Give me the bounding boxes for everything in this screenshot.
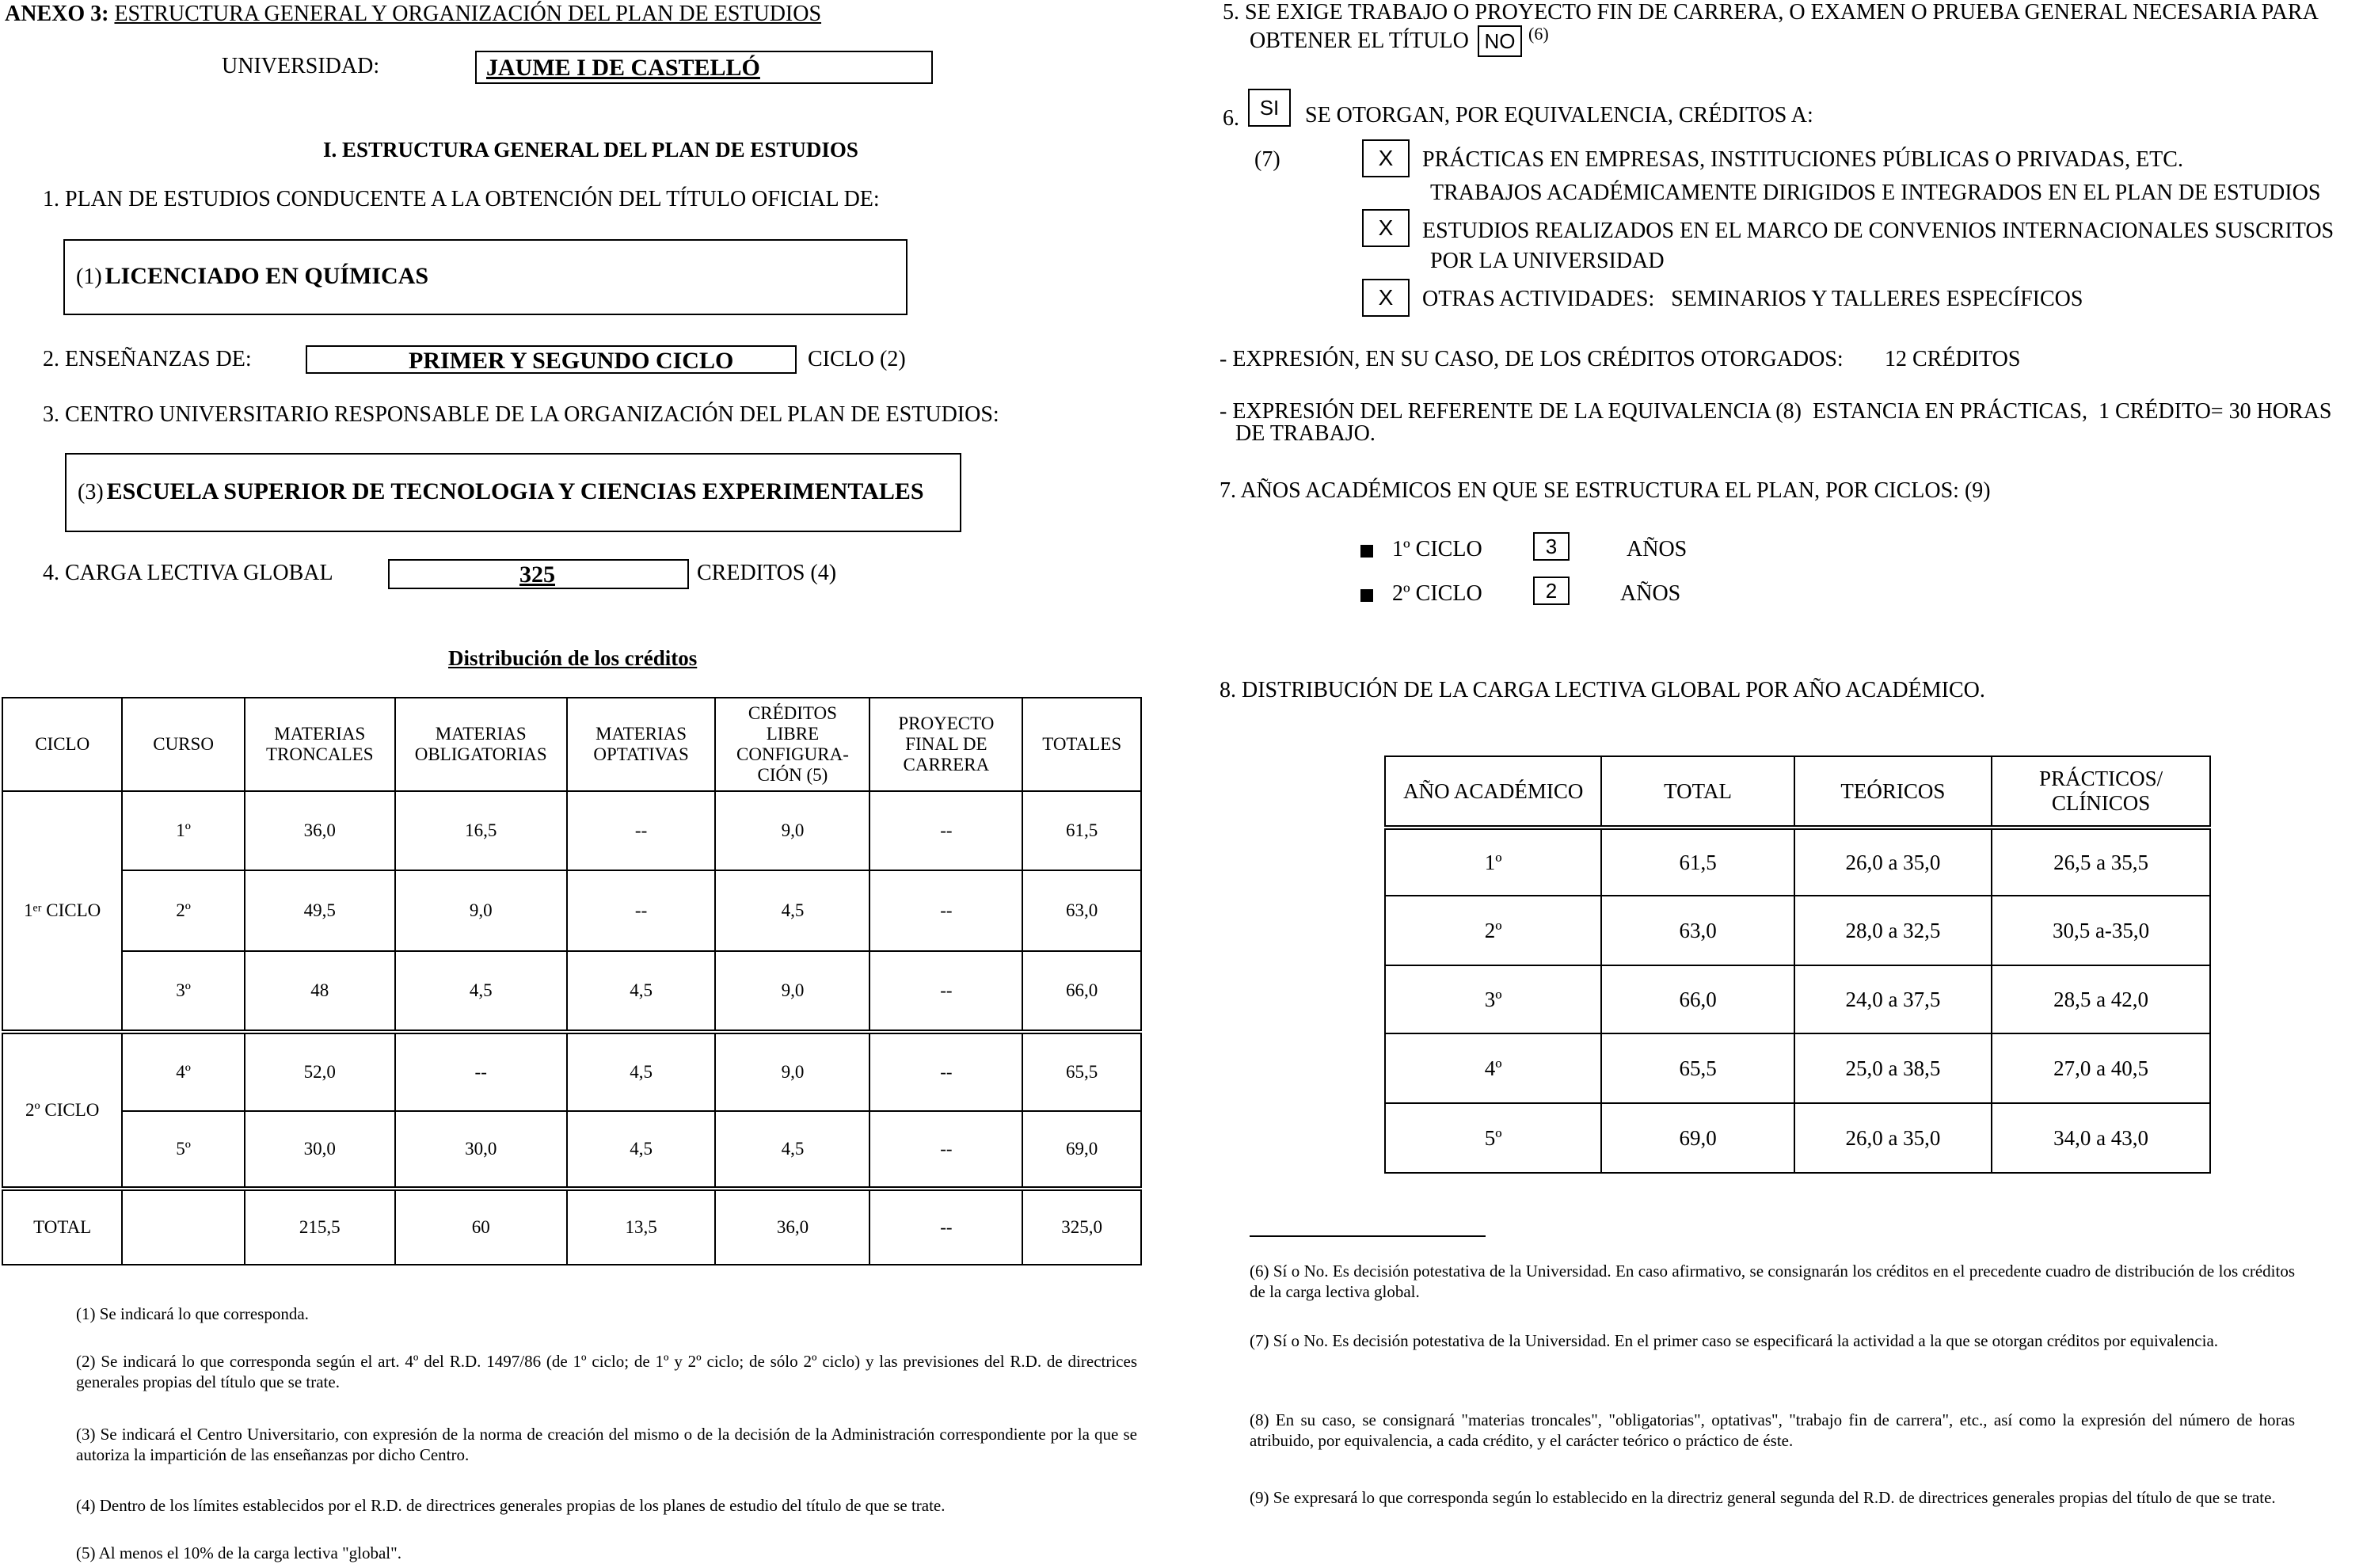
- curso-cell: 5º: [122, 1111, 244, 1189]
- university-box: [475, 51, 933, 84]
- table-row: [2, 1111, 1141, 1189]
- item6-note: (7): [1254, 147, 1280, 172]
- header-cell: PRÁCTICOS/ CLÍNICOS: [1992, 756, 2210, 828]
- studies-value: PRIMER Y SEGUNDO CICLO: [409, 348, 734, 374]
- proyecto-cell: --: [869, 1032, 1022, 1111]
- table-row: [1385, 1033, 2210, 1103]
- practicos-cell: 27,0 a 40,5: [1992, 1033, 2210, 1103]
- teoricos-cell: 25,0 a 38,5: [1794, 1033, 1992, 1103]
- curso-cell: 3º: [122, 951, 244, 1032]
- option-trabajos: TRABAJOS ACADÉMICAMENTE DIRIGIDOS E INTEGRADOS EN EL PLAN DE ESTUDIOS: [1430, 181, 2321, 205]
- proyecto-cell: --: [869, 1111, 1022, 1189]
- header-cell: MATERIAS OPTATIVAS: [567, 698, 716, 791]
- annex-label: ANEXO 3:: [5, 2, 109, 26]
- credits-box: [388, 559, 689, 589]
- total-cell: 65,5: [1601, 1033, 1794, 1103]
- table-row: [2, 870, 1141, 951]
- option-estudios-line1: ESTUDIOS REALIZADOS EN EL MARCO DE CONVENIOS INTERNACIONALES SUSCRITOS: [1422, 219, 2334, 243]
- degree-prefix: (1): [76, 265, 102, 289]
- troncales-cell: 52,0: [245, 1032, 395, 1111]
- check-box-otras: X: [1362, 279, 1410, 317]
- check-box-estudios: X: [1362, 209, 1410, 247]
- obligatorias-cell: 4,5: [395, 951, 567, 1032]
- total-cell: 69,0: [1601, 1103, 1794, 1173]
- item6-text: SE OTORGAN, POR EQUIVALENCIA, CRÉDITOS A:: [1305, 103, 1813, 127]
- item4-suffix: CREDITOS (4): [697, 561, 837, 585]
- ciclo-cell: 1ᵉʳ CICLO: [2, 791, 122, 1032]
- expr1-value: 12 CRÉDITOS: [1885, 347, 2021, 371]
- header-cell: TOTAL: [1601, 756, 1794, 828]
- option-practicas: PRÁCTICAS EN EMPRESAS, INSTITUCIONES PÚBLICAS O PRIVADAS, ETC.: [1422, 147, 2183, 172]
- check-box-practicas: X: [1362, 139, 1410, 177]
- obligatorias-cell: --: [395, 1032, 567, 1111]
- thesis-required-box: NO: [1478, 25, 1522, 57]
- curso-cell: 4º: [122, 1032, 244, 1111]
- totales-cell: 325,0: [1022, 1189, 1141, 1265]
- item5-note: (6): [1528, 24, 1549, 44]
- obligatorias-cell: 60: [395, 1189, 567, 1265]
- table-row: [1385, 1103, 2210, 1173]
- optativas-cell: 4,5: [567, 951, 716, 1032]
- year-cell: 2º: [1385, 896, 1601, 965]
- obligatorias-cell: 16,5: [395, 791, 567, 870]
- table-row: [2, 951, 1141, 1032]
- troncales-cell: 215,5: [245, 1189, 395, 1265]
- option-otras: OTRAS ACTIVIDADES: SEMINARIOS Y TALLERES ESPECÍFICOS: [1422, 287, 2083, 311]
- year-cell: 4º: [1385, 1033, 1601, 1103]
- degree-box: [63, 239, 908, 315]
- practicos-cell: 34,0 a 43,0: [1992, 1103, 2210, 1173]
- table-row: [1385, 896, 2210, 965]
- obligatorias-cell: 30,0: [395, 1111, 567, 1189]
- degree-value-line: [76, 263, 428, 290]
- footnote-5: (5) Al menos el 10% de la carga lectiva "global".: [76, 1543, 401, 1562]
- center-box: [65, 453, 961, 532]
- bullet-icon: [1360, 545, 1373, 558]
- year-cell: 1º: [1385, 828, 1601, 896]
- annex-heading: [5, 2, 821, 27]
- troncales-cell: 36,0: [245, 791, 395, 870]
- item7-text: 7. AÑOS ACADÉMICOS EN QUE SE ESTRUCTURA EL PLAN, POR CICLOS: (9): [1220, 478, 1991, 503]
- curso-cell: 2º: [122, 870, 244, 951]
- footnote-2: (2) Se indicará lo que corresponda según el art. 4º del R.D. 1497/86 (de 1º ciclo; de 1º y 2º ciclo; de sólo 2º ciclo) y las previsiones del R.D. de directrices generales propias del título que se trate.: [76, 1352, 1137, 1391]
- optativas-cell: --: [567, 870, 716, 951]
- troncales-cell: 49,5: [245, 870, 395, 951]
- degree-value: LICENCIADO EN QUÍMICAS: [105, 263, 429, 289]
- libre-cell: 9,0: [715, 951, 869, 1032]
- bullet-icon: [1360, 589, 1373, 602]
- table-row: [2, 1032, 1141, 1111]
- expr2-line2: DE TRABAJO.: [1235, 421, 1376, 446]
- header-cell: MATERIAS TRONCALES: [245, 698, 395, 791]
- item6-num: 6.: [1223, 106, 1239, 131]
- distribution-title: Distribución de los créditos: [448, 646, 698, 670]
- item2-suffix: CICLO (2): [808, 347, 906, 371]
- optativas-cell: 4,5: [567, 1032, 716, 1111]
- practicos-cell: 30,5 a-35,0: [1992, 896, 2210, 965]
- header-cell: TEÓRICOS: [1794, 756, 1992, 828]
- ciclo-cell: 2º CICLO: [2, 1032, 122, 1189]
- header-cell: MATERIAS OBLIGATORIAS: [395, 698, 567, 791]
- header-cell: TOTALES: [1022, 698, 1141, 791]
- studies-box: [306, 345, 797, 374]
- total-label-cell: TOTAL: [2, 1189, 122, 1265]
- totales-cell: 61,5: [1022, 791, 1141, 870]
- teoricos-cell: 26,0 a 35,0: [1794, 828, 1992, 896]
- libre-cell: 4,5: [715, 1111, 869, 1189]
- footnote-6: (6) Sí o No. Es decisión potestativa de la Universidad. En caso afirmativo, se consignarán los créditos en el precedente cuadro de distribución de los créditos de la carga lectiva global.: [1250, 1262, 2295, 1301]
- center-value-line: [78, 478, 924, 505]
- troncales-cell: 48: [245, 951, 395, 1032]
- annex-title: ESTRUCTURA GENERAL Y ORGANIZACIÓN DEL PLAN DE ESTUDIOS: [114, 2, 822, 26]
- university-value: JAUME I DE CASTELLÓ: [486, 55, 760, 81]
- table-row: [2, 791, 1141, 870]
- optativas-cell: --: [567, 791, 716, 870]
- totales-cell: 63,0: [1022, 870, 1141, 951]
- table-row: [1385, 828, 2210, 896]
- section-title: I. ESTRUCTURA GENERAL DEL PLAN DE ESTUDIOS: [323, 138, 858, 162]
- table-total-row: [2, 1189, 1141, 1265]
- total-cell: 66,0: [1601, 965, 1794, 1033]
- proyecto-cell: --: [869, 1189, 1022, 1265]
- item5-line1: 5. SE EXIGE TRABAJO O PROYECTO FIN DE CARRERA, O EXAMEN O PRUEBA GENERAL NECESARIA PARA: [1223, 0, 2319, 25]
- troncales-cell: 30,0: [245, 1111, 395, 1189]
- header-cell: PROYECTO FINAL DE CARRERA: [869, 698, 1022, 791]
- practicos-cell: 28,5 a 42,0: [1992, 965, 2210, 1033]
- item4-label: 4. CARGA LECTIVA GLOBAL: [43, 561, 333, 585]
- totales-cell: 65,5: [1022, 1032, 1141, 1111]
- cycle2-years-box: 2: [1533, 577, 1570, 605]
- center-value: ESCUELA SUPERIOR DE TECNOLOGIA Y CIENCIAS EXPERIMENTALES: [106, 478, 924, 504]
- teoricos-cell: 28,0 a 32,5: [1794, 896, 1992, 965]
- item1-text: 1. PLAN DE ESTUDIOS CONDUCENTE A LA OBTENCIÓN DEL TÍTULO OFICIAL DE:: [43, 187, 880, 211]
- cycle1-years-word: AÑOS: [1627, 537, 1688, 561]
- libre-cell: 9,0: [715, 791, 869, 870]
- option-estudios-line2: POR LA UNIVERSIDAD: [1430, 249, 1665, 273]
- cycle1-years-box: 3: [1533, 532, 1570, 561]
- footnote-separator: [1250, 1235, 1486, 1237]
- optativas-cell: 4,5: [567, 1111, 716, 1189]
- academic-year-table: [1384, 755, 2211, 1174]
- table-header-row: [2, 698, 1141, 791]
- header-cell: CRÉDITOS LIBRE CONFIGURA- CIÓN (5): [715, 698, 869, 791]
- university-label: UNIVERSIDAD:: [222, 54, 380, 78]
- total-cell: 63,0: [1601, 896, 1794, 965]
- proyecto-cell: --: [869, 870, 1022, 951]
- expr1-label: - EXPRESIÓN, EN SU CASO, DE LOS CRÉDITOS OTORGADOS:: [1220, 347, 1844, 371]
- cycle2-label: 2º CICLO: [1392, 581, 1482, 606]
- footnote-7: (7) Sí o No. Es decisión potestativa de la Universidad. En el primer caso se especificará la actividad a la que se otorgan créditos por equivalencia.: [1250, 1331, 2219, 1350]
- teoricos-cell: 24,0 a 37,5: [1794, 965, 1992, 1033]
- practicos-cell: 26,5 a 35,5: [1992, 828, 2210, 896]
- year-cell: 5º: [1385, 1103, 1601, 1173]
- libre-cell: 9,0: [715, 1032, 869, 1111]
- year-table-header: [1385, 756, 2210, 828]
- totales-cell: 66,0: [1022, 951, 1141, 1032]
- header-cell: CURSO: [122, 698, 244, 791]
- item2-label: 2. ENSEÑANZAS DE:: [43, 347, 252, 371]
- libre-cell: 36,0: [715, 1189, 869, 1265]
- cycle1-label: 1º CICLO: [1392, 537, 1482, 561]
- totales-cell: 69,0: [1022, 1111, 1141, 1189]
- footnote-1: (1) Se indicará lo que corresponda.: [76, 1304, 309, 1323]
- center-prefix: (3): [78, 480, 104, 504]
- item8-text: 8. DISTRIBUCIÓN DE LA CARGA LECTIVA GLOBAL POR AÑO ACADÉMICO.: [1220, 678, 1985, 702]
- libre-cell: 4,5: [715, 870, 869, 951]
- footnote-9: (9) Se expresará lo que corresponda según lo establecido en la directriz general segunda del R.D. de directrices generales propias del título de que se trate.: [1250, 1488, 2276, 1507]
- teoricos-cell: 26,0 a 35,0: [1794, 1103, 1992, 1173]
- year-cell: 3º: [1385, 965, 1601, 1033]
- credits-distribution-table: [2, 697, 1142, 1265]
- footnote-4: (4) Dentro de los límites establecidos por el R.D. de directrices generales propias de los planes de estudio del título de que se trate.: [76, 1496, 946, 1515]
- obligatorias-cell: 9,0: [395, 870, 567, 951]
- proyecto-cell: --: [869, 791, 1022, 870]
- cycle2-years-word: AÑOS: [1620, 581, 1681, 606]
- expr2-line1: - EXPRESIÓN DEL REFERENTE DE LA EQUIVALENCIA (8) ESTANCIA EN PRÁCTICAS, 1 CRÉDITO= 30 HORAS: [1220, 399, 2332, 424]
- total-cell: 61,5: [1601, 828, 1794, 896]
- credits-value: 325: [519, 561, 555, 588]
- optativas-cell: 13,5: [567, 1189, 716, 1265]
- equivalence-box: SI: [1248, 89, 1291, 127]
- item5-line2: OBTENER EL TÍTULO: [1250, 29, 1469, 53]
- table-row: [1385, 965, 2210, 1033]
- curso-cell: [122, 1189, 244, 1265]
- proyecto-cell: --: [869, 951, 1022, 1032]
- footnote-8: (8) En su caso, se consignará "materias troncales", "obligatorias", optativas", "trabajo fin de carrera", etc., así como la expresión del número de horas atribuido, por equivalencia, a cada crédito, y el carácter teórico o práctico de éste.: [1250, 1410, 2295, 1450]
- header-cell: CICLO: [2, 698, 122, 791]
- curso-cell: 1º: [122, 791, 244, 870]
- header-cell: AÑO ACADÉMICO: [1385, 756, 1601, 828]
- footnote-3: (3) Se indicará el Centro Universitario, con expresión de la norma de creación del mismo o de la decisión de la Administración correspondiente por la que se autoriza la impartición de las enseñanzas por dicho Centro.: [76, 1425, 1137, 1464]
- item3-text: 3. CENTRO UNIVERSITARIO RESPONSABLE DE LA ORGANIZACIÓN DEL PLAN DE ESTUDIOS:: [43, 402, 999, 427]
